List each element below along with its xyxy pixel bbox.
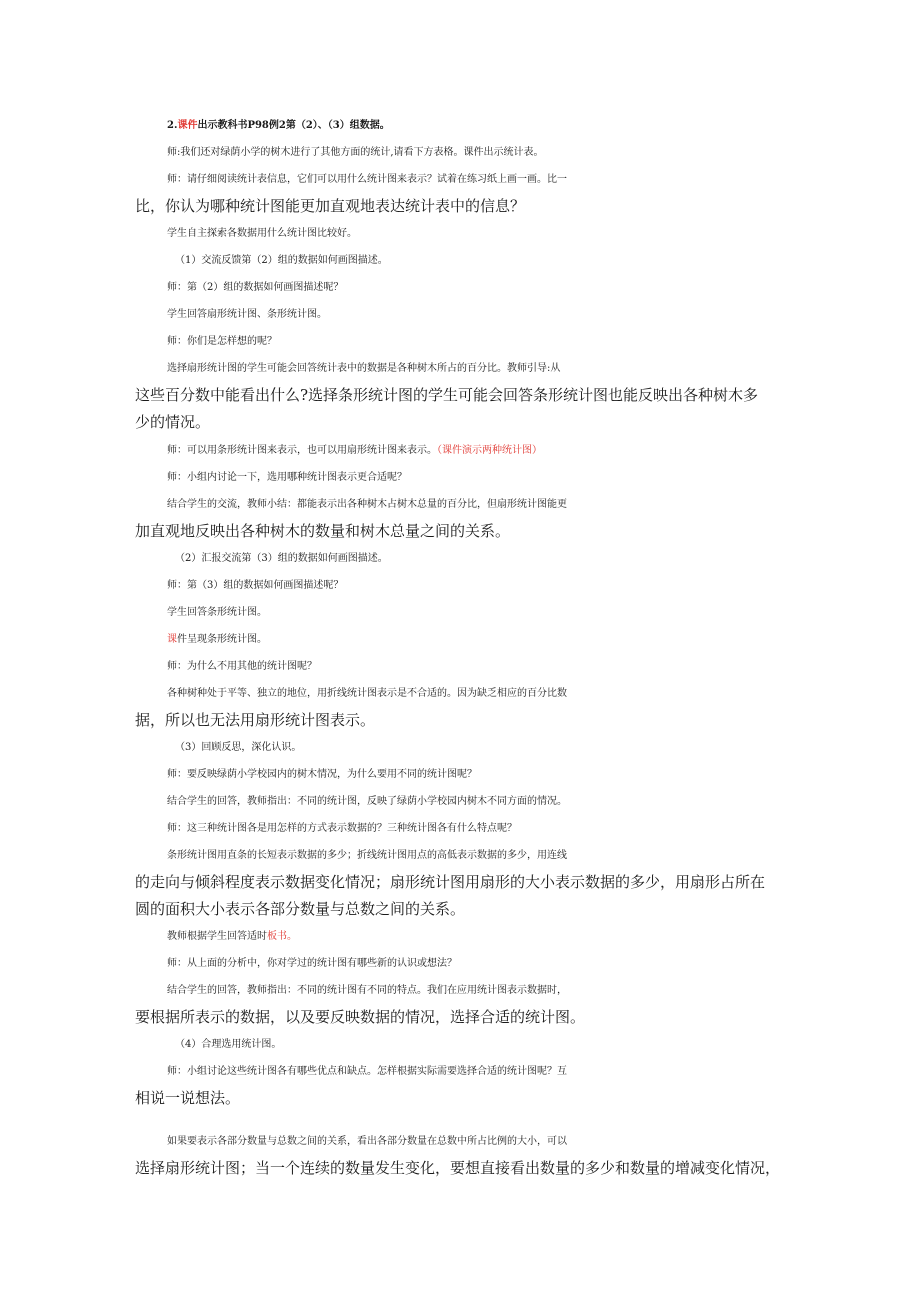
paragraph-line: 选择扇形统计图的学生可能会回答统计表中的数据是各种树木所占的百分比。教师引导:从 xyxy=(167,363,561,374)
paragraph-line: 师:我们还对绿荫小学的树木进行了其他方面的统计,请看下方表格。课件出示统计表。 xyxy=(167,147,544,158)
paragraph-line: 加直观地反映出各种树木的数量和树木总量之间的关系。 xyxy=(135,522,511,540)
paragraph-line: 比，你认为哪种统计图能更加直观地表达统计表中的信息？ xyxy=(135,197,526,215)
blackboard-note: 板书。 xyxy=(267,931,297,942)
paragraph-line: 师：小组讨论这些统计图各有哪些优点和缺点。怎样根据实际需要选择合适的统计图呢？互 xyxy=(167,1066,567,1077)
paragraph-line: 条形统计图用直条的长短表示数据的多少；折线统计图用点的高低表示数据的多少，用连线 xyxy=(167,850,567,861)
paragraph-line: 师：这三种统计图各是用怎样的方式表示数据的？三种统计图各有什么特点呢？ xyxy=(167,823,517,834)
paragraph-line: 师：为什么不用其他的统计图呢？ xyxy=(167,661,317,672)
paragraph-line: 少的情况。 xyxy=(135,413,211,431)
subheading-line: （2）汇报交流第（3）组的数据如何画图描述。 xyxy=(175,553,388,564)
paragraph-line: 圆的面积大小表示各部分数量与总数之间的关系。 xyxy=(135,900,466,918)
paragraph-line: 师：第（2）组的数据如何画图描述呢？ xyxy=(167,282,344,293)
paragraph-line: 师：请仔细阅读统计表信息，它们可以用什么统计图来表示？试着在练习纸上画一画。比一 xyxy=(167,174,567,185)
paragraph-line: 学生自主探索各数据用什么统计图比较好。 xyxy=(167,228,357,239)
subheading-line: （3）回顾反思，深化认识。 xyxy=(175,742,302,753)
paragraph-line: 各种树种处于平等、独立的地位，用折线统计图表示是不合适的。因为缺乏相应的百分比数 xyxy=(167,688,567,699)
paragraph-line: 的走向与倾斜程度表示数据变化情况；扇形统计图用扇形的大小表示数据的多少，用扇形占所在 xyxy=(135,873,766,891)
line-text: 师：可以用条形统计图来表示，也可以用扇形统计图来表示。 xyxy=(167,445,437,456)
heading-highlight: 课件 xyxy=(177,120,198,131)
heading-number: 2. xyxy=(167,120,178,131)
line-text: 教师根据学生回答适时 xyxy=(167,931,267,942)
paragraph-line: 选择扇形统计图；当一个连续的数量发生变化，要想直接看出数量的多少和数量的增减变化情况， xyxy=(135,1159,781,1177)
paragraph-line: 结合学生的交流，教师小结：都能表示出各种树木占树木总量的百分比，但扇形统计图能更 xyxy=(167,499,567,510)
subheading-line: （4）合理选用统计图。 xyxy=(175,1039,282,1050)
paragraph-line xyxy=(167,626,827,653)
paragraph-line: 要根据所表示的数据，以及要反映数据的情况，选择合适的统计图。 xyxy=(135,1008,586,1026)
paragraph-line: 师：小组内讨论一下，选用哪种统计图表示更合适呢？ xyxy=(167,472,407,483)
paragraph-line xyxy=(167,923,827,950)
paragraph-line: 结合学生的回答，教师指出：不同的统计图有不同的特点。我们在应用统计图表示数据时， xyxy=(167,985,567,996)
paragraph-line: 这些百分数中能看出什么?选择条形统计图的学生可能会回答条形统计图也能反映出各种树木多 xyxy=(135,386,759,404)
paragraph-line: 结合学生的回答，教师指出：不同的统计图，反映了绿荫小学校园内树木不同方面的情况。 xyxy=(167,796,567,807)
paragraph-line: 学生回答条形统计图。 xyxy=(167,607,267,618)
paragraph-line: 如果要表示各部分数量与总数之间的关系，看出各部分数量在总数中所占比例的大小，可以 xyxy=(167,1136,567,1147)
paragraph-line xyxy=(167,437,827,464)
paragraph-line: 师：第（3）组的数据如何画图描述呢？ xyxy=(167,580,344,591)
paragraph-line: 师：从上面的分析中，你对学过的统计图有哪些新的认识或想法？ xyxy=(167,958,457,969)
subheading-line: （1）交流反馈第（2）组的数据如何画图描述。 xyxy=(175,255,388,266)
paragraph-line: 据，所以也无法用扇形统计图表示。 xyxy=(135,711,376,729)
section-heading xyxy=(167,112,827,139)
heading-rest: 出示教科书P98例2第（2）、（3）组数据。 xyxy=(197,120,390,131)
courseware-note: （课件演示两种统计图） xyxy=(437,445,542,456)
paragraph-line: 师：要反映绿荫小学校园内的树木情况，为什么要用不同的统计图呢？ xyxy=(167,769,477,780)
courseware-highlight: 课 xyxy=(167,634,177,645)
line-text: 件呈现条形统计图。 xyxy=(177,634,267,645)
paragraph-line: 相说一说想法。 xyxy=(135,1089,241,1107)
paragraph-line: 师：你们是怎样想的呢？ xyxy=(167,336,277,347)
paragraph-line: 学生回答扇形统计图、条形统计图。 xyxy=(167,309,327,320)
